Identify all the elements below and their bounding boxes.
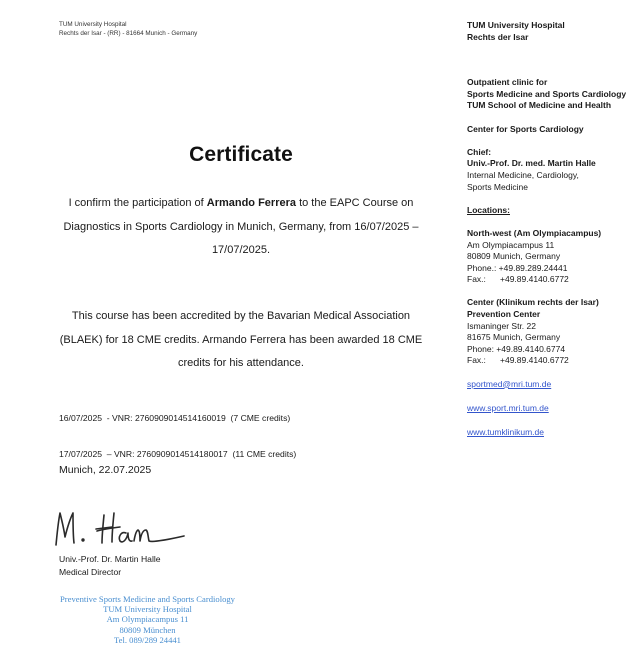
letterhead-line-1: TUM University Hospital	[59, 21, 127, 28]
accreditation-paragraph: This course has been accredited by the Bavarian Medical Association (BLAEK) for 18 CME credits. Armando Ferrera has been awarded 18 CME credits for his attendance.	[59, 310, 423, 369]
loc2-fax-row	[467, 355, 639, 367]
loc2-sub: Prevention Center	[467, 309, 541, 320]
signer-block	[59, 553, 161, 578]
loc1-phone: Phone.: +49.89.289.24441	[467, 262, 568, 273]
para1-post: to the EAPC Course on Diagnostics in Sports Cardiology in Munich, Germany, from 16/07/2025 – 17/07/2025.	[63, 197, 419, 256]
hospital-block	[467, 20, 639, 43]
para1-pre: I confirm the participation of	[68, 197, 207, 209]
loc1-city: 80809 Munich, Germany	[467, 251, 561, 262]
sidebar-info	[467, 20, 639, 451]
footer-address	[40, 594, 255, 645]
vnr-list	[59, 388, 296, 472]
signature-image	[52, 507, 192, 549]
loc1-fax: +49.89.4140.6772	[500, 274, 569, 285]
vnr-line-1: 16/07/2025 - VNR: 2760909014514160019 (7 CME credits)	[59, 413, 291, 423]
chief-specialty-2: Sports Medicine	[467, 181, 528, 192]
loc2-city: 81675 Munich, Germany	[467, 332, 561, 343]
place-date: Munich, 22.07.2025	[59, 464, 152, 476]
loc1-name: North-west (Am Olympiacampus)	[467, 227, 602, 238]
clinic-line-3: TUM School of Medicine and Health	[467, 100, 612, 111]
hospital-line-1: TUM University Hospital	[467, 20, 565, 30]
clinic-block	[467, 77, 639, 112]
footer-line-2: TUM University Hospital	[103, 604, 192, 615]
website-link-klinikum[interactable]: www.tumklinikum.de	[467, 426, 544, 437]
chief-specialty-1: Internal Medicine, Cardiology,	[467, 169, 579, 180]
loc2-fax-label: Fax.:	[467, 355, 486, 366]
signer-name: Univ.-Prof. Dr. Martin Halle	[59, 554, 161, 564]
footer-line-5: Tel. 089/289 24441	[114, 634, 181, 645]
location-northwest	[467, 228, 639, 286]
certificate-title: Certificate	[189, 143, 293, 166]
center-name: Center for Sports Cardiology	[467, 123, 584, 134]
loc1-street: Am Olympiacampus 11	[467, 239, 555, 250]
participation-paragraph	[50, 192, 432, 263]
clinic-line-2: Sports Medicine and Sports Cardiology	[467, 88, 627, 99]
signer-role: Medical Director	[59, 566, 122, 577]
letterhead-line-2: Rechts der Isar - (RR) - 81664 Munich - Germany	[59, 29, 198, 37]
email-link[interactable]: sportmed@mri.tum.de	[467, 378, 552, 389]
loc1-fax-label: Fax.:	[467, 274, 486, 285]
hospital-line-2: Rechts der Isar	[467, 31, 529, 42]
participant-name: Armando Ferrera	[206, 197, 297, 209]
location-center	[467, 297, 639, 367]
vnr-line-2: 17/07/2025 – VNR: 2760909014514180017 (11 CME credits)	[59, 449, 297, 459]
loc2-street: Ismaninger Str. 22	[467, 320, 536, 331]
footer-line-4: 80809 München	[119, 624, 176, 635]
loc1-fax-row	[467, 274, 639, 286]
letterhead-small	[59, 21, 197, 38]
chief-label: Chief:	[467, 146, 492, 157]
footer-line-1: Preventive Sports Medicine and Sports Cardiology	[60, 594, 235, 604]
chief-block	[467, 147, 639, 193]
chief-name: Univ.-Prof. Dr. med. Martin Halle	[467, 158, 596, 169]
loc2-phone: Phone: +49.89.4140.6774	[467, 343, 566, 354]
clinic-line-1: Outpatient clinic for	[467, 77, 548, 88]
footer-line-3: Am Olympiacampus 11	[106, 614, 189, 625]
loc2-name: Center (Klinikum rechts der Isar)	[467, 297, 599, 308]
loc2-fax: +49.89.4140.6772	[500, 355, 569, 366]
locations-label: Locations:	[467, 204, 510, 215]
website-link-sport[interactable]: www.sport.mri.tum.de	[467, 402, 549, 413]
